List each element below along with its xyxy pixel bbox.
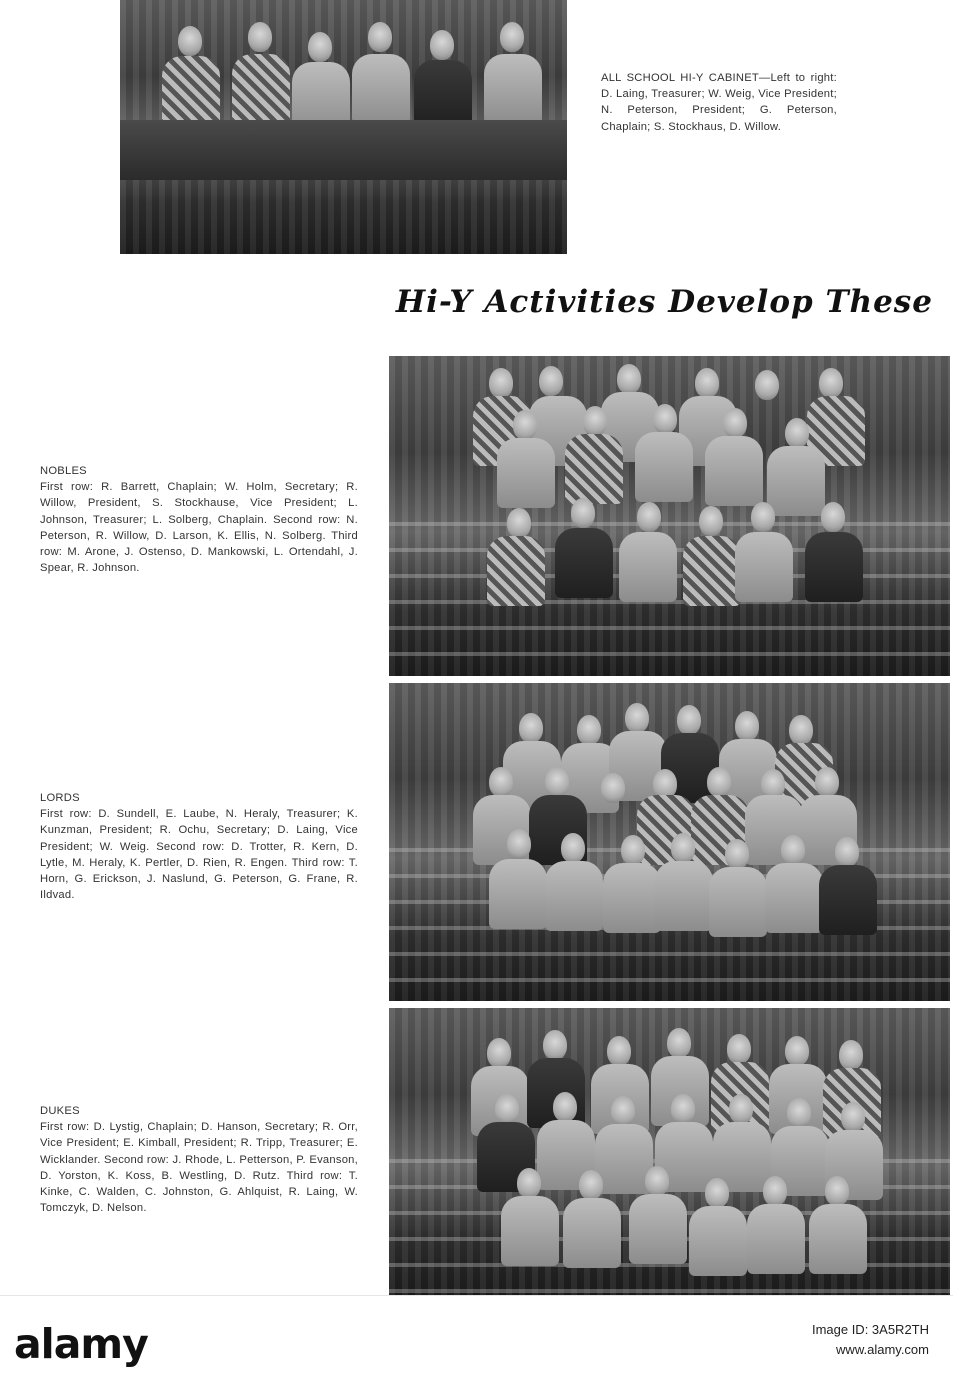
nobles-members: [389, 356, 950, 676]
dukes-caption: [40, 1103, 358, 1216]
alamy-logo: alamy: [14, 1320, 148, 1368]
nobles-photo: [389, 356, 950, 676]
dukes-body: First row: D. Lystig, Chaplain; D. Hanson, Secretary; R. Orr, Vice President; E. Kimball, President; R. Tripp, Treasurer; E. Wicklander. Second row: J. Rhode, L. Petterson, P. Evanson, D. Yorston, K. Koss, B. Westling, D. Rutz. Third row: T. Kinke, C. Walden, C. Johnston, G. Ahlquist, R. Laing, W. Tomczyk, D. Nelson.: [40, 1121, 358, 1215]
cabinet-photo: [120, 0, 567, 254]
dukes-photo: [389, 1008, 950, 1295]
image-id: Image ID: 3A5R2TH: [811, 1322, 929, 1337]
lords-body: First row: D. Sundell, E. Laube, N. Heraly, Treasurer; K. Kunzman, President; R. Ochu, Secretary; D. Laing, Vice President; W. Weig. Second row: D. Trotter, R. Kern, D. Lytle, M. Heraly, K. Pertler, D. Rien, R. Engen. Third row: T. Horn, G. Erickson, J. Naslund, G. Peterson, G. Frane, R. Ildvad.: [40, 808, 358, 902]
lords-members: [389, 683, 950, 1001]
lords-title: LORDS: [40, 792, 80, 804]
cabinet-table: [120, 120, 567, 180]
cabinet-caption: ALL SCHOOL HI-Y CABINET—Left to right: D. Laing, Treasurer; W. Weig, Vice President; N. Peterson, President; G. Peterson, Chaplain; S. Stockhaus, D. Willow.: [601, 72, 837, 133]
nobles-caption: [40, 463, 358, 576]
lords-caption: [40, 790, 358, 903]
watermark-info: [812, 1320, 929, 1360]
nobles-body: First row: R. Barrett, Chaplain; W. Holm, Secretary; R. Willow, President, S. Stockhause, Vice President; L. Johnson, Treasurer; L. Solberg, Chaplain. Second row: N. Peterson, R. Willow, D. Larson, K. Ellis, N. Solberg. Third row: M. Arone, J. Ostenso, D. Mankowski, L. Ortendahl, J. Spear, R. Johnson.: [40, 481, 358, 575]
nobles-title: NOBLES: [40, 465, 87, 477]
dukes-title: DUKES: [40, 1105, 80, 1117]
site-url: www.alamy.com: [836, 1342, 929, 1357]
page-heading: Hi-Y Activities Develop These: [395, 284, 933, 320]
dukes-members: [389, 1008, 950, 1295]
lords-photo: [389, 683, 950, 1001]
